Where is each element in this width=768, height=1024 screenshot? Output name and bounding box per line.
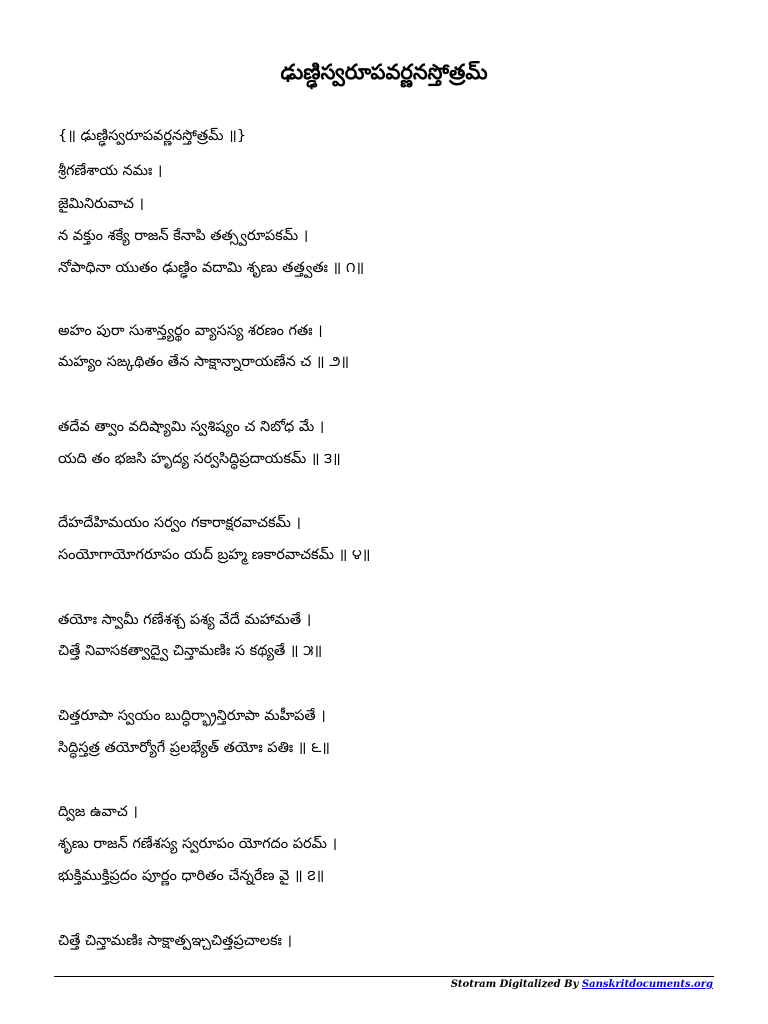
verse-line: నోపాధినా యుతం ఢుణ్ఢిం వదామి శృణు తత్త్వతః ॥ ౧॥ [58, 260, 365, 276]
verse-line: యది తం భజసి హృద్య సర్వసిద్ధిప్రదాయకమ్ ॥ ౩॥ [58, 451, 341, 467]
footer-source-link[interactable]: Sanskritdocuments.org [581, 979, 713, 990]
verse-line: న వక్తుం శక్యే రాజన్ కేనాపి తత్స్వరూపకమ్ । [58, 228, 309, 244]
verse-line: {॥ ఢుణ్ఢిస్వరూపవర్ణనస్తోత్రమ్ ॥} [58, 128, 247, 144]
verse-line: మహ్యం సఙ్కథితం తేన సాక్షాన్నారాయణేన చ ॥ ౨॥ [58, 354, 350, 370]
footer-divider [54, 976, 714, 977]
verse-line: శృణు రాజన్ గణేశస్య స్వరూపం యోగదం పరమ్ । [58, 836, 338, 852]
verse-line: తయోః స్వామీ గణేశశ్చ పశ్య వేదే మహామతే । [58, 612, 312, 628]
footer-credit-text: Stotram Digitalized By [450, 979, 582, 990]
verse-line: చిత్తే నివాసకత్వాద్వై చిన్తామణిః స కథ్యతే ॥ ౫॥ [58, 643, 323, 659]
verse-line: జైమినిరువాచ । [58, 196, 145, 212]
verse-line: సంయోగాయోగరూపం యద్ బ్రహ్మ ణకారవాచకమ్ ॥ ౪॥ [58, 547, 371, 563]
footer [451, 978, 713, 992]
verse-line: సిద్ధిస్తత్ర తయోర్యోగే ప్రలభ్యేత్ తయోః పతిః ॥ ౬॥ [58, 740, 330, 756]
verse-line: చిత్తే చిన్తామణిః సాక్షాత్పఞ్చచిత్తప్రచాలకః । [58, 933, 292, 949]
verse-line: దేహదేహిమయం సర్వం గకారాక్షరవాచకమ్ । [58, 515, 301, 531]
verse-line: ద్విజ ఉవాచ । [58, 804, 138, 820]
verse-line: అహం పురా సుశాన్త్యర్థం వ్యాసస్య శరణం గతః । [58, 323, 323, 339]
page-title: ఢుణ్ఢిస్వరూపవర్ణనస్తోత్రమ్ [280, 60, 488, 84]
verse-line: తదేవ త్వాం వదిష్యామి స్వశిష్యం చ నిబోధ మే । [58, 419, 325, 435]
verse-line: చిత్తరూపా స్వయం బుద్ధిర్భ్రాన్తిరూపా మహీపతే । [58, 708, 326, 724]
verse-line: భుక్తిముక్తిప్రదం పూర్ణం ధారితం చేన్నరేణ వై ॥ ౭॥ [58, 868, 325, 884]
verse-line: శ్రీగణేశాయ నమః । [58, 163, 163, 179]
